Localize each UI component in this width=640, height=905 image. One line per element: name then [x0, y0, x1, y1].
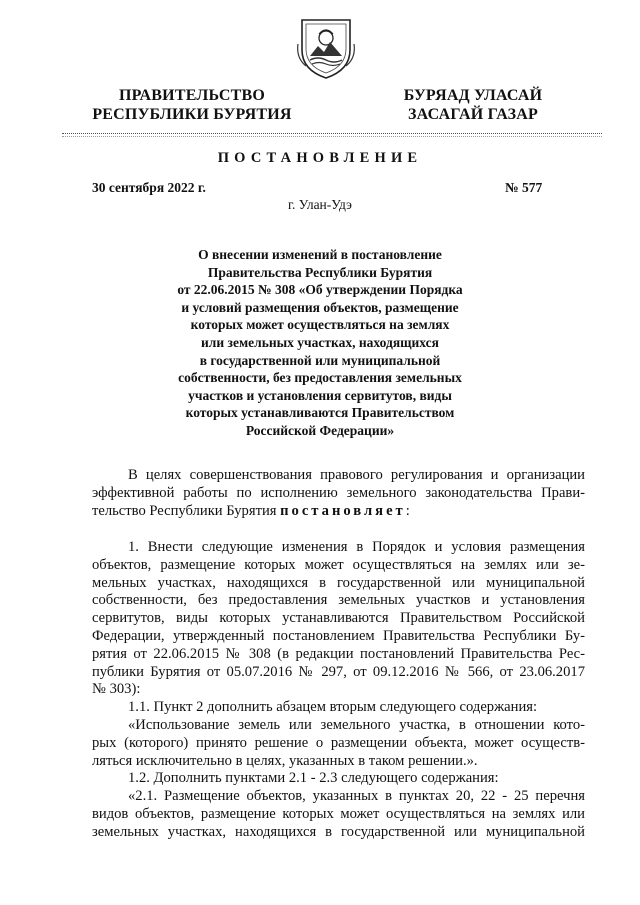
body-line: видов объектов, размещение которых может осуществляться на землях или: [92, 805, 585, 822]
subject-line: которых может осуществляться на землях: [190, 317, 450, 333]
body-line: земельных участках, находящихся в государственной или муниципальной: [92, 823, 585, 840]
subject-line: или земельных участках, находящихся: [201, 334, 439, 350]
subject-line: собственности, без предоставления земельных: [178, 370, 462, 386]
document-date: 30 сентября 2022 г.: [92, 180, 206, 195]
body-line: сервитутов, виды которых устанавливаются Правительством Российской: [92, 610, 585, 627]
subject-line: Российской Федерации»: [245, 422, 395, 438]
body-line: «Использование земель или земельного участка, в отношении кото-: [128, 716, 585, 733]
subject-line: в государственной или муниципальной: [199, 352, 441, 368]
preamble-prefix: тельство Республики Бурятия: [92, 502, 281, 519]
header-left-line: РЕСПУБЛИКИ БУРЯТИЯ: [92, 106, 292, 123]
subject-line: которых устанавливаются Правительством: [185, 405, 455, 421]
body-line: В целях совершенствования правового регулирования и организации: [128, 467, 585, 483]
body-line: 1.1. Пункт 2 дополнить абзацем вторым следующего содержания:: [128, 699, 538, 716]
body-line: рятия от 22.06.2015 № 308 (в редакции постановлений Правительства Рес-: [92, 645, 585, 662]
header-left-line: ПРАВИТЕЛЬСТВО: [118, 87, 266, 104]
document-subject: [150, 246, 490, 440]
coat-of-arms-emblem: [296, 14, 356, 80]
document-city: г. Улан-Удэ: [288, 197, 352, 212]
subject-line: и условий размещения объектов, размещение: [181, 299, 459, 315]
body-line: ляться исключительно в целях, указанных в таком решении.».: [92, 752, 478, 769]
subject-line: участков и установления сервитутов, виды: [188, 387, 452, 403]
body-line: Федерации, утвержденный постановлением Правительства Республики Бу-: [92, 627, 585, 644]
header-right-line: ЗАСАГАЙ ГАЗАР: [408, 106, 538, 123]
document-number: № 577: [505, 180, 543, 195]
body-line: собственности, без предоставления земельных участков и установления: [92, 592, 585, 609]
body-line: [92, 503, 585, 521]
body-line: мельных участках, находящихся в государственной или муниципальной: [92, 574, 585, 591]
preamble-suffix: :: [405, 502, 410, 519]
body-line: № 303):: [92, 681, 141, 698]
header-divider: [62, 133, 602, 134]
body-line: «2.1. Размещение объектов, указанных в пунктах 20, 22 - 25 перечня: [128, 788, 585, 805]
body-line: публики Бурятия от 05.07.2016 № 297, от 09.12.2016 № 566, от 23.06.2017: [92, 663, 585, 680]
body-line: 1. Внести следующие изменения в Порядок и условия размещения: [128, 539, 585, 555]
body-line: рых (которого) принято решение о размещении объекта, может осуществ-: [92, 734, 585, 751]
subject-line: О внесении изменений в постановление: [198, 247, 442, 262]
header-left: [92, 86, 292, 124]
body-line: 1.2. Дополнить пунктами 2.1 - 2.3 следующего содержания:: [128, 770, 499, 787]
main-body: [92, 539, 585, 842]
header-right-line: БУРЯАД УЛАСАЙ: [403, 87, 543, 104]
subject-line: от 22.06.2015 № 308 «Об утверждении Порядка: [177, 282, 463, 298]
body-line: объектов, размещение которых может осуществляться на землях или зе-: [92, 556, 585, 573]
document-type: ПОСТАНОВЛЕНИЕ: [217, 150, 423, 166]
preamble-paragraph: [92, 467, 585, 520]
header-divider: [62, 136, 602, 137]
header-right: [398, 86, 548, 124]
subject-line: Правительства Республики Бурятия: [207, 264, 433, 280]
body-line: эффективной работы по исполнению земельного законодательства Прави-: [92, 484, 585, 501]
preamble-keyword: постановляет: [280, 502, 406, 519]
